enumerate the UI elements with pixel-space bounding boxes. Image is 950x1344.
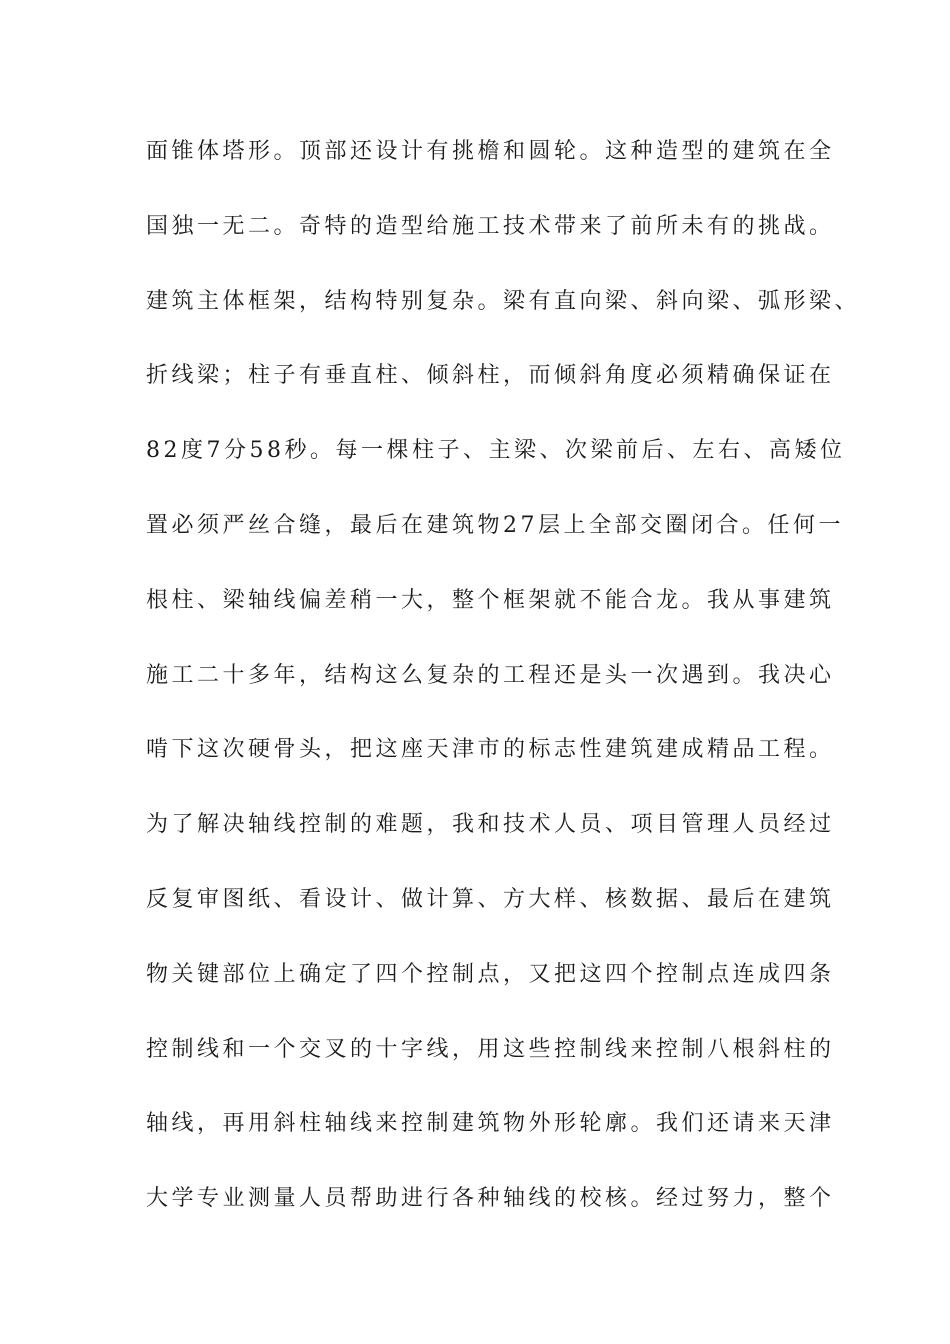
text-line: 控制线和一个交叉的十字线，用这些控制线来控制八根斜柱的 (146, 1036, 835, 1062)
body-text (146, 132, 861, 1254)
text-line: 大学专业测量人员帮助进行各种轴线的校核。经过努力，整个 (146, 1186, 835, 1212)
text-line: 反复审图纸、看设计、做计算、方大样、核数据、最后在建筑 (146, 886, 835, 912)
text-line: 国独一无二。奇特的造型给施工技术带来了前所未有的挑战。 (146, 213, 835, 239)
text-line: 置必须严丝合缝，最后在建筑物27层上全部交圈闭合。任何一 (146, 512, 844, 538)
text-line: 82度7分58秒。每一棵柱子、主梁、次梁前后、左右、高矮位 (146, 438, 846, 464)
text-line: 施工二十多年，结构这么复杂的工程还是头一次遇到。我决心 (146, 662, 835, 688)
text-line: 根柱、梁轴线偏差稍一大，整个框架就不能合龙。我从事建筑 (146, 587, 835, 613)
text-line: 面锥体塔形。顶部还设计有挑檐和圆轮。这种造型的建筑在全 (146, 139, 835, 164)
text-line: 建筑主体框架，结构特别复杂。梁有直向梁、斜向梁、弧形梁、 (146, 288, 861, 314)
text-line: 啃下这次硬骨头，把这座天津市的标志性建筑建成精品工程。 (146, 737, 835, 763)
text-line: 物关键部位上确定了四个控制点，又把这四个控制点连成四条 (146, 961, 835, 987)
text-line: 为了解决轴线控制的难题，我和技术人员、项目管理人员经过 (146, 812, 835, 838)
text-line: 轴线，再用斜柱轴线来控制建筑物外形轮廓。我们还请来天津 (146, 1111, 835, 1137)
text-line: 折线梁；柱子有垂直柱、倾斜柱，而倾斜角度必须精确保证在 (146, 363, 835, 389)
